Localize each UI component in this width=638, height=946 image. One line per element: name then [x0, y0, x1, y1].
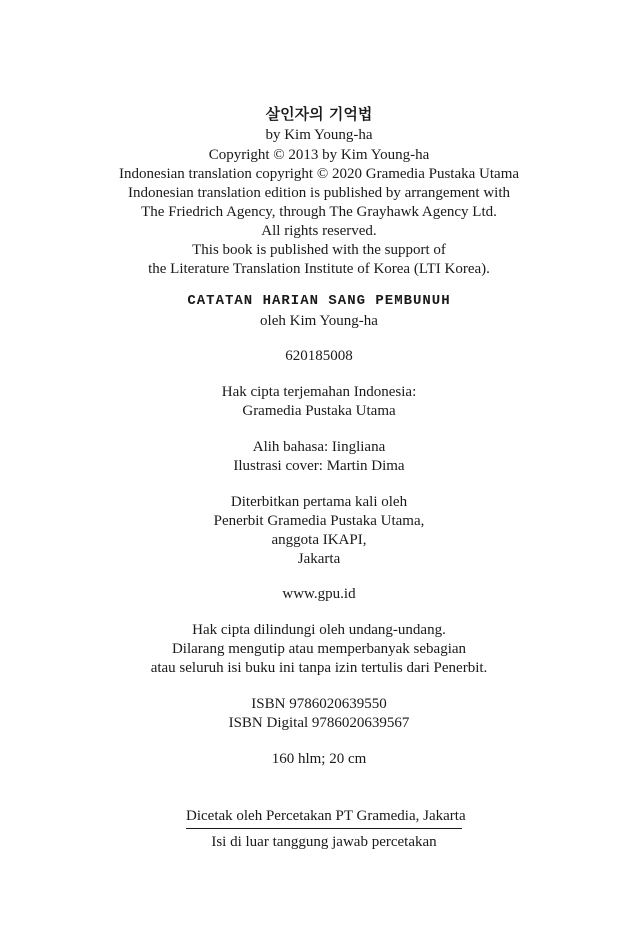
published-line-4: Jakarta — [297, 551, 341, 567]
catalog-number: 620185008 — [285, 348, 353, 364]
printer-block — [186, 806, 466, 852]
publisher-website: www.gpu.id — [282, 586, 356, 602]
printer-disclaimer: Isi di luar tanggung jawab percetakan — [211, 834, 437, 850]
printer-credit: Dicetak oleh Percetakan PT Gramedia, Jakarta — [186, 808, 466, 824]
original-author: by Kim Young-ha — [265, 127, 373, 143]
rights-reserved: All rights reserved. — [261, 223, 377, 239]
rights-holder: Gramedia Pustaka Utama — [242, 403, 396, 419]
isbn-digital: ISBN Digital 9786020639567 — [228, 715, 410, 731]
indonesian-author: oleh Kim Young-ha — [260, 313, 378, 329]
rights-holder-label: Hak cipta terjemahan Indonesia: — [221, 384, 417, 400]
translator-credit: Alih bahasa: Iingliana — [252, 439, 386, 455]
arrangement-line-2: The Friedrich Agency, through The Grayhawk Agency Ltd. — [141, 204, 497, 220]
original-title: 살인자의 기억법 — [265, 105, 373, 123]
protection-line-3: atau seluruh isi buku ini tanpa izin tertulis dari Penerbit. — [150, 660, 488, 676]
support-line-2: the Literature Translation Institute of Korea (LTI Korea). — [148, 261, 490, 277]
protection-line-1: Hak cipta dilindungi oleh undang-undang. — [192, 622, 446, 638]
translation-copyright: Indonesian translation copyright © 2020 Gramedia Pustaka Utama — [118, 166, 520, 182]
protection-line-2: Dilarang mengutip atau memperbanyak sebagian — [171, 641, 467, 657]
arrangement-line-1: Indonesian translation edition is published by arrangement with — [127, 185, 510, 201]
printer-divider — [186, 828, 462, 829]
physical-description: 160 hlm; 20 cm — [271, 751, 367, 767]
published-line-3: anggota IKAPI, — [271, 532, 367, 548]
isbn: ISBN 9786020639550 — [251, 696, 387, 712]
original-copyright: Copyright © 2013 by Kim Young-ha — [208, 147, 430, 163]
cover-illustration-credit: Ilustrasi cover: Martin Dima — [233, 458, 405, 474]
published-line-1: Diterbitkan pertama kali oleh — [230, 494, 408, 510]
indonesian-title: CATATAN HARIAN SANG PEMBUNUH — [187, 293, 451, 309]
published-line-2: Penerbit Gramedia Pustaka Utama, — [213, 513, 425, 529]
support-line-1: This book is published with the support of — [192, 242, 446, 258]
